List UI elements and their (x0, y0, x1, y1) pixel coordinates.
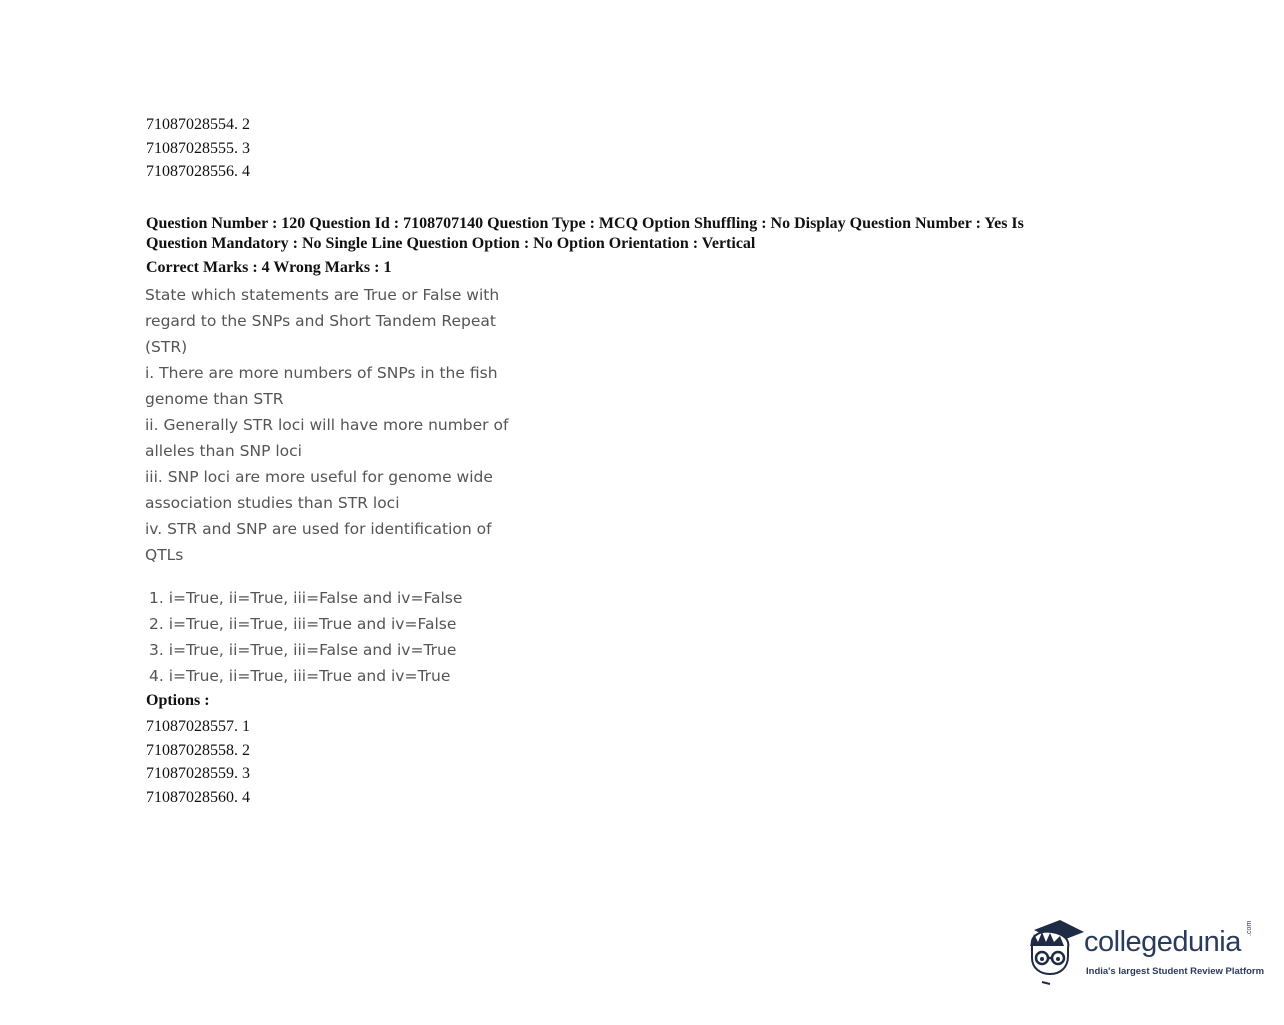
options-list (146, 715, 250, 809)
question-text-line: State which statements are True or False with (145, 286, 500, 304)
question-text-line: i. There are more numbers of SNPs in the fish (145, 364, 498, 382)
question-text-line: QTLs (145, 546, 184, 564)
question-text-line: iv. STR and SNP are used for identification of (145, 520, 492, 538)
question-header (146, 214, 1126, 254)
answer-choices (149, 585, 462, 689)
question-text-line: (STR) (145, 338, 188, 356)
collegedunia-logo (1024, 916, 1264, 992)
question-text-line: genome than STR (145, 390, 284, 408)
option-item: 71087028554. 2 (146, 116, 250, 133)
logo-tagline: India's largest Student Review Platform (1086, 966, 1265, 977)
answer-choice: 1. i=True, ii=True, iii=False and iv=False (149, 589, 463, 607)
option-item: 71087028559. 3 (146, 765, 250, 782)
question-text-line: alleles than SNP loci (145, 442, 302, 460)
answer-choice: 3. i=True, ii=True, iii=False and iv=True (149, 641, 457, 659)
question-text (145, 282, 515, 568)
options-title: Options : (146, 692, 210, 709)
logo-suffix: .com (1246, 920, 1253, 936)
question-header-line: Question Number : 120 Question Id : 7108707140 Question Type : MCQ Option Shuffling : No Display Question Number : Yes Is (146, 215, 1024, 232)
option-item: 71087028558. 2 (146, 741, 250, 759)
previous-options-list (146, 113, 250, 184)
question-marks: Correct Marks : 4 Wrong Marks : 1 (146, 259, 392, 276)
option-item: 71087028557. 1 (146, 718, 250, 735)
option-item: 71087028560. 4 (146, 788, 250, 806)
logo-wordmark: collegedunia (1084, 926, 1241, 958)
question-text-line: ii. Generally STR loci will have more number of (145, 416, 509, 434)
question-text-line: association studies than STR loci (145, 494, 400, 512)
answer-choice: 4. i=True, ii=True, iii=True and iv=True (149, 667, 451, 685)
student-mascot-icon (1024, 916, 1086, 986)
question-text-line: regard to the SNPs and Short Tandem Repeat (145, 312, 496, 330)
option-item: 71087028556. 4 (146, 163, 250, 180)
question-header-line: Question Mandatory : No Single Line Question Option : No Option Orientation : Vertical (146, 235, 756, 252)
option-item: 71087028555. 3 (146, 139, 250, 157)
answer-choice: 2. i=True, ii=True, iii=True and iv=False (149, 615, 457, 633)
question-text-line: iii. SNP loci are more useful for genome wide (145, 468, 493, 486)
